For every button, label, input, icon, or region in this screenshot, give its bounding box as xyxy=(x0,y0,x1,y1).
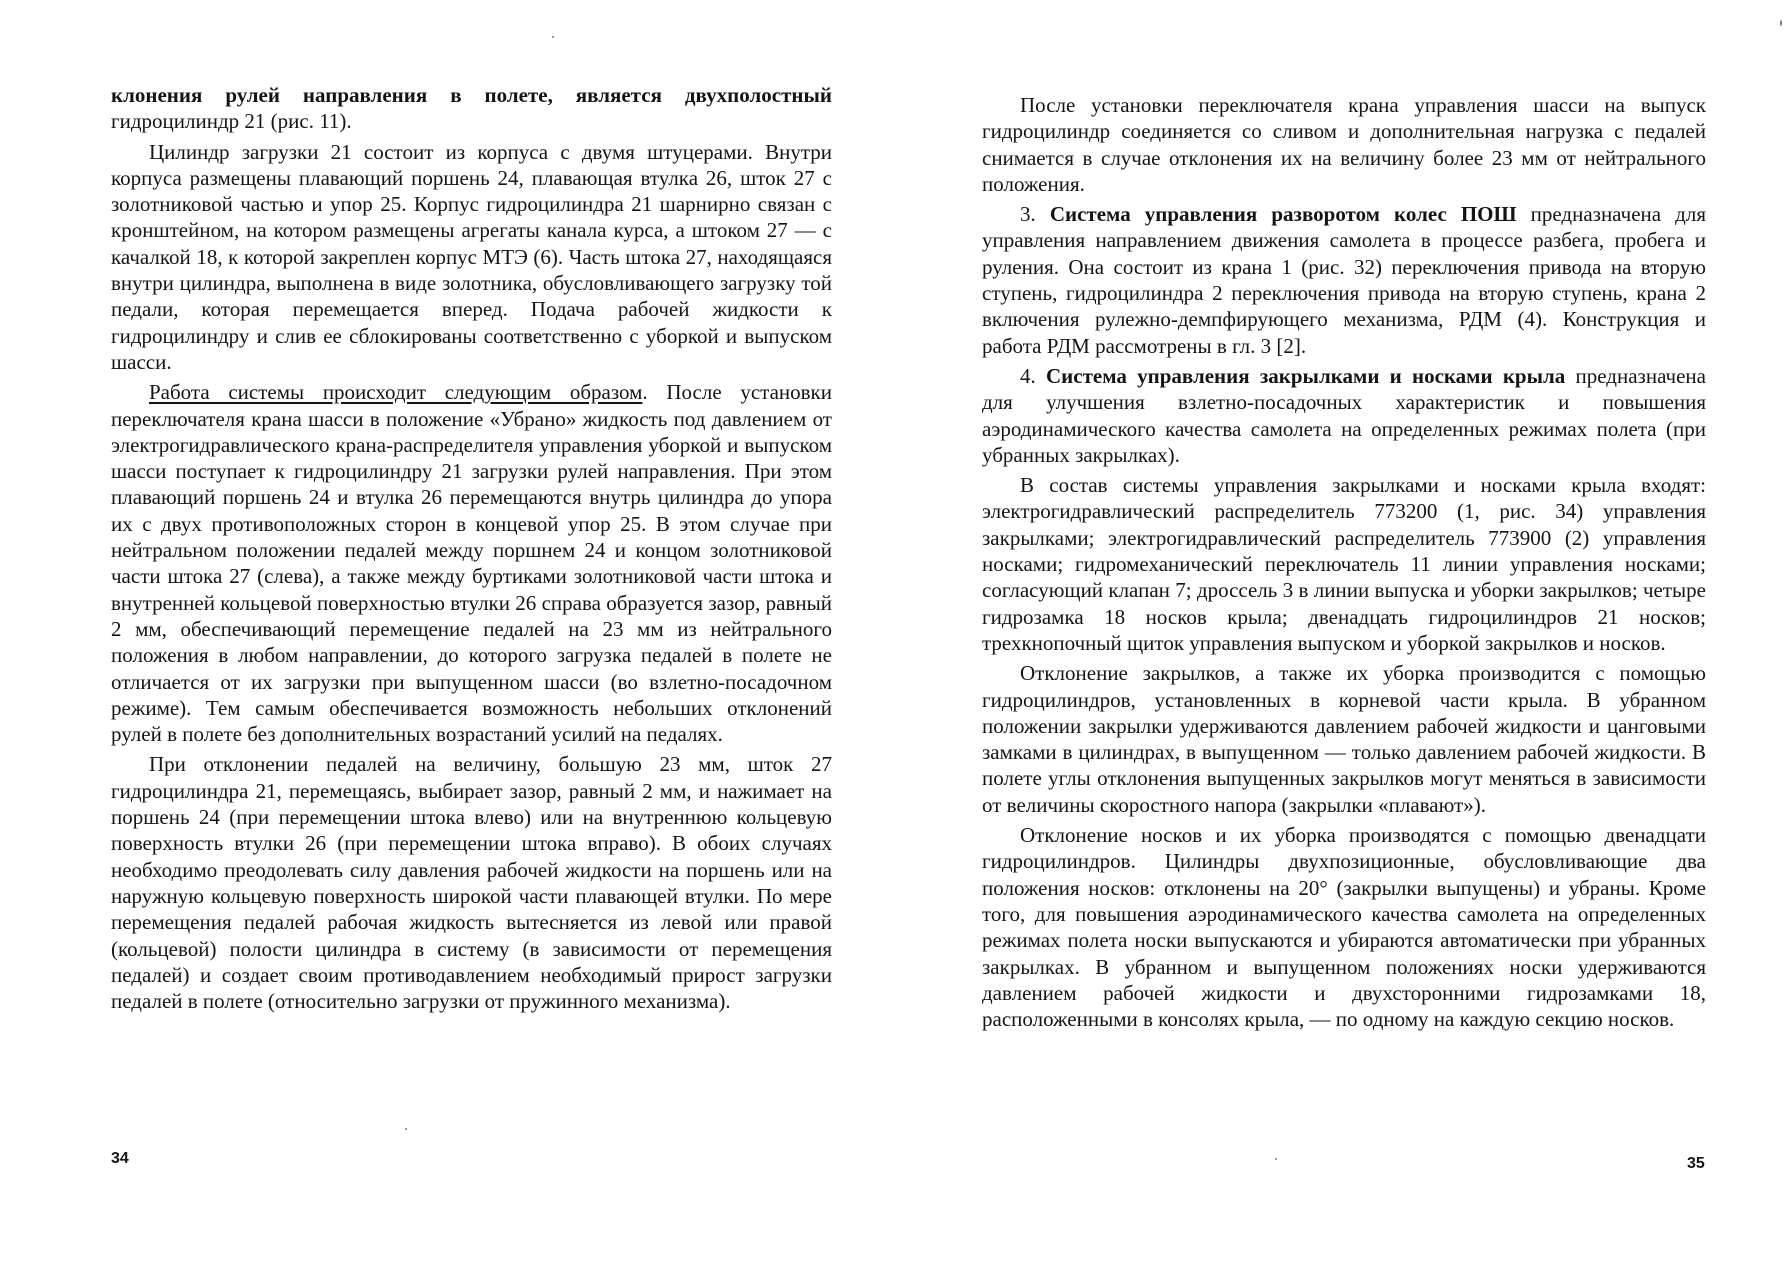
scan-speck xyxy=(1275,1158,1277,1160)
scan-speck xyxy=(405,1128,407,1130)
left-paragraph-3-underlined: Работа системы происходит следующим образом xyxy=(149,380,643,405)
right-paragraph-3 xyxy=(982,363,1706,468)
page-number-left: 34 xyxy=(111,1150,129,1167)
right-paragraph-1: После установки переключателя крана управления шасси на выпуск гидроцилиндр соединяется со сливом и дополнительная нагрузка с педалей снимается в случае отклонения их на величину более 23 мм от нейтрального положения. xyxy=(982,93,1706,196)
right-paragraph-2-lead: 3. xyxy=(1020,202,1050,227)
right-paragraph-3-bold: Система управления закрылками и носками крыла xyxy=(1045,363,1566,388)
left-paragraph-2: Цилиндр загрузки 21 состоит из корпуса с двумя штуцерами. Внутри корпуса размещены плавающий поршень 24, плавающая втулка 26, шток 27 с золотниковой частью и упор 25. Корпус гидроцилиндра 21 шарнирно связан с кронштейном, на котором размещены агрегаты канала курса, а штоком 27 — с качалкой 18, к которой закреплен корпус МТЭ (6). Часть штока 27, находящаяся внутри цилиндра, выполнена в виде золотника, обусловливающего загрузку той педали, которая перемещается вперед. Подача рабочей жидкости к гидроцилиндру и слив ее сблокированы соответственно с уборкой и выпуском шасси. xyxy=(111,139,832,374)
left-paragraph-3-text: . После установки переключателя крана шасси в положение «Убрано» жидкость под давлением от электрогидравлического крана-распределителя управления уборкой и выпуском шасси поступает к гидроцилиндру 21 загрузки рулей направления. При этом плавающий поршень 24 и втулка 26 перемещаются внутрь цилиндра до упора их с двух противоположных сторон в концевой упор 25. В этом случае при нейтральном положении педалей между поршнем 24 и концом золотниковой части штока 27 (слева), а также между буртиками золотниковой части штока и внутренней кольцевой поверхностью втулки 26 справа образуется зазор, равный 2 мм, обеспечивающий перемещение педалей на 23 мм из нейтрального положения в любом направлении, до которого загрузка педалей в полете не отличается от их загрузки при выпущенном шасси (во взлетно-посадочном режиме). Тем самым обеспечивается возможность небольших отклонений рулей в полете без дополнительных возрастаний усилий на педалях. xyxy=(111,380,832,747)
right-paragraph-2-text: предназначена для управления направлением движения самолета в процессе разбега, пробега и руления. Она состоит из крана 1 (рис. 32) переключения привода на вторую ступень, гидроцилиндра 2 переключения привода на вторую ступень, крана 2 включения рулежно-демпфирующего механизма, РДМ (4). Конструкция и работа РДМ рассмотрены в гл. 3 [2]. xyxy=(982,202,1706,358)
right-paragraph-3-lead: 4. xyxy=(1020,363,1046,388)
scan-speck xyxy=(1780,20,1782,26)
right-paragraph-6: Отклонение носков и их уборка производятся с помощью двенадцати гидроцилиндров. Цилиндры двухпозиционные, обусловливающие два положения носков: отклонены на 20° (закрылки выпущены) и убраны. Кроме того, для повышения аэродинамического качества самолета на определенных режимах полета носки выпускаются и убираются автоматически при убранных закрылках. В убранном и выпущенном положениях носки удерживаются давлением рабочей жидкости и двухсторонними гидрозамками 18, расположенными в консолях крыла, — по одному на каждую секцию носков. xyxy=(982,823,1706,1032)
right-paragraph-4: В состав системы управления закрылками и носками крыла входят: электрогидравлический распределитель 773200 (1, рис. 34) управления закрылками; электрогидравлический распределитель 773900 (2) управления носками; гидромеханический переключатель 11 линии управления носками; согласующий клапан 7; дроссель 3 в линии выпуска и уборки закрылков; четыре гидрозамка 18 носков крыла; двенадцать гидроцилиндров 21 носков; трехкнопочный щиток управления выпуском и уборкой закрылков и носков. xyxy=(982,473,1706,655)
left-paragraph-1-text: гидроцилиндр 21 (рис. 11). xyxy=(111,109,352,134)
scan-speck xyxy=(552,36,554,38)
left-paragraph-4: При отклонении педалей на величину, большую 23 мм, шток 27 гидроцилиндра 21, перемещаясь, выбирает зазор, равный 2 мм, и нажимает на поршень 24 (при перемещении штока влево) или на внутреннюю кольцевую поверхность втулки 26 (при перемещении штока вправо). В обоих случаях необходимо преодолевать силу давления рабочей жидкости на поршень или на наружную кольцевую поверхность широкой части плавающей втулки. По мере перемещения педалей рабочая жидкость вытесняется из левой или правой (кольцевой) полости цилиндра в систему (в зависимости от перемещения педалей) и создает своим противодавлением необходимый прирост загрузки педалей в полете (относительно загрузки от пружинного механизма). xyxy=(111,752,832,1014)
left-paragraph-1-bold: клонения рулей направления в полете, является двухполостный xyxy=(111,83,832,107)
right-paragraph-3-text: предназначена для улучшения взлетно-посадочных характеристик и повышения аэродинамического качества самолета на определенных режимах полета (при убранных закрылках). xyxy=(982,363,1706,467)
right-page xyxy=(982,92,1706,1036)
right-paragraph-2 xyxy=(982,201,1706,359)
left-page xyxy=(111,82,832,1018)
left-paragraph-1 xyxy=(111,82,832,135)
left-paragraph-3 xyxy=(111,379,832,747)
right-paragraph-2-bold: Система управления разворотом колес ПОШ xyxy=(1049,202,1517,227)
page-number-right: 35 xyxy=(1687,1155,1705,1172)
right-paragraph-5: Отклонение закрылков, а также их уборка производится с помощью гидроцилиндров, установленных в корневой части крыла. В убранном положении закрылки удерживаются давлением рабочей жидкости и цанговыми замками в цилиндрах, в выпущенном — только давлением рабочей жидкости. В полете углы отклонения выпущенных закрылков могут меняться в зависимости от величины скоростного напора (закрылки «плавают»). xyxy=(982,661,1706,817)
